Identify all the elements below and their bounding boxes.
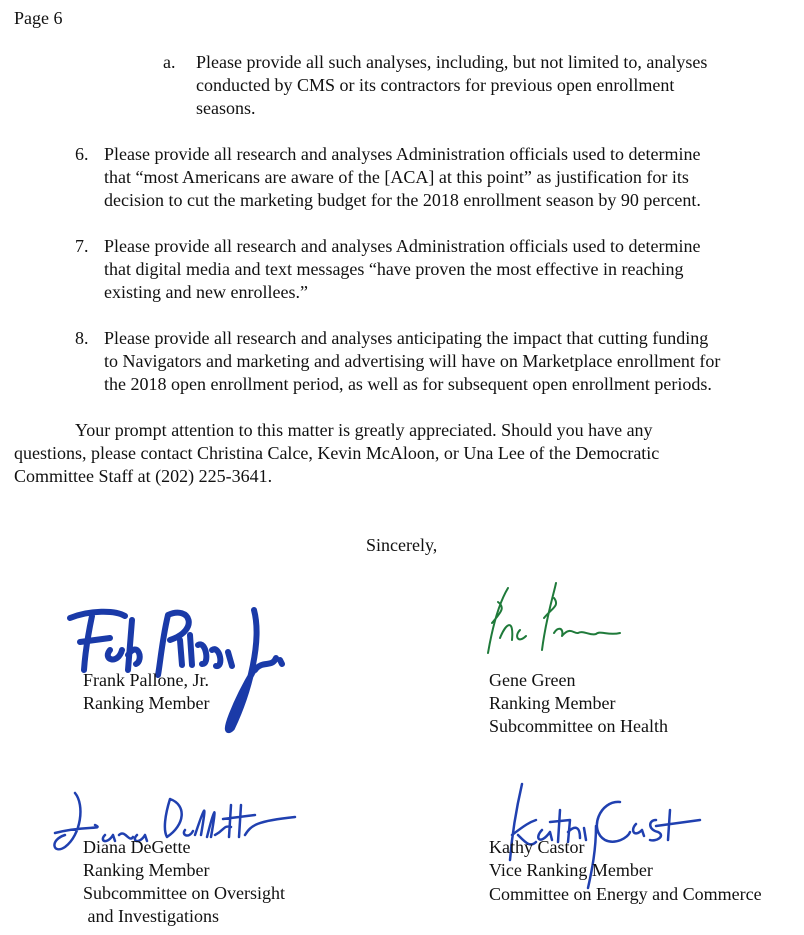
signature-pallone <box>40 580 360 740</box>
item-number: 6. <box>75 144 89 164</box>
item-line: seasons. <box>196 98 256 118</box>
item-line: existing and new enrollees.” <box>104 282 308 302</box>
signatory-title: and Investigations <box>83 906 219 926</box>
sign-off: Sincerely, <box>366 535 438 555</box>
item-number: 7. <box>75 236 89 256</box>
signatory-title: Vice Ranking Member <box>489 860 653 880</box>
item-line: Please provide all research and analyses Administration officials used to determine <box>104 236 701 256</box>
item-line: Please provide all research and analyses Administration officials used to determine <box>104 144 701 164</box>
item-line: that digital media and text messages “have proven the most effective in reaching <box>104 259 684 279</box>
item-line: to Navigators and marketing and advertising will have on Marketplace enrollment for <box>104 351 721 371</box>
item-number: 8. <box>75 328 89 348</box>
paragraph-line: Your prompt attention to this matter is greatly appreciated. Should you have any <box>75 420 653 440</box>
signatory-title: Ranking Member <box>83 693 210 713</box>
item-line: decision to cut the marketing budget for the 2018 enrollment season by 90 percent. <box>104 190 701 210</box>
item-line: Please provide all research and analyses anticipating the impact that cutting funding <box>104 328 709 348</box>
paragraph-line: Committee Staff at (202) 225-3641. <box>14 466 273 486</box>
item-line: that “most Americans are aware of the [ACA] at this point” as justification for its <box>104 167 689 187</box>
signatory-title: Committee on Energy and Commerce <box>489 884 762 904</box>
signatory-title: Ranking Member <box>489 693 616 713</box>
item-marker: a. <box>163 52 176 72</box>
item-line: conducted by CMS or its contractors for previous open enrollment <box>196 75 675 95</box>
signatory-name: Diana DeGette <box>83 837 191 857</box>
signatory-name: Kathy Castor <box>489 837 585 857</box>
signatory-name: Gene Green <box>489 670 576 690</box>
signatory-name: Frank Pallone, Jr. <box>83 670 209 690</box>
signatory-title: Subcommittee on Oversight <box>83 883 285 903</box>
paragraph-line: questions, please contact Christina Calce, Kevin McAloon, or Una Lee of the Democratic <box>14 443 660 463</box>
signature-green <box>470 578 670 658</box>
item-line: the 2018 open enrollment period, as well as for subsequent open enrollment periods. <box>104 374 712 394</box>
signatory-title: Ranking Member <box>83 860 210 880</box>
page-label: Page 6 <box>14 8 63 28</box>
signatory-title: Subcommittee on Health <box>489 716 668 736</box>
item-line: Please provide all such analyses, including, but not limited to, analyses <box>196 52 708 72</box>
